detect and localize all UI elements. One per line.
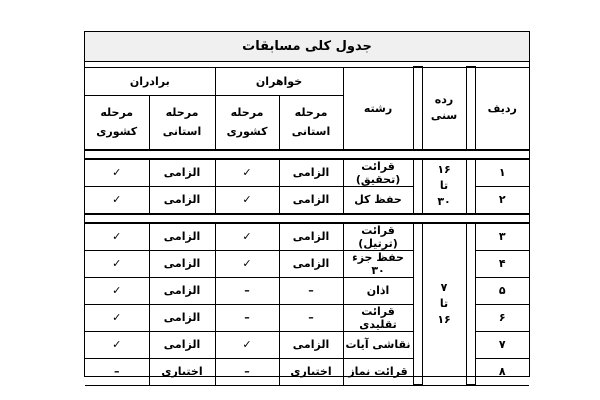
age-group-line: ۱۶ [437,313,451,326]
row-number: ۸ [475,358,529,385]
sisters-provincial-cell: الزامی [279,159,343,187]
age-group-line: تا [439,297,449,310]
sisters-provincial-cell: الزامی [279,250,343,277]
field-cell: حفظ کل [343,186,413,214]
header-age-group [422,67,466,150]
brothers-national-cell: ✓ [85,331,149,358]
age-group-line: ۱۶ [437,163,451,176]
brothers-provincial-cell: الزامی [149,159,215,187]
sisters-provincial-cell: الزامی [279,331,343,358]
field-cell: قرائت نماز [343,358,413,385]
sisters-national-cell: – [215,277,279,304]
field-cell: نقاشی آیات [343,331,413,358]
field-cell: قرائت (ترتیل) [343,223,413,251]
sisters-provincial-cell: الزامی [279,186,343,214]
row-number: ۵ [475,277,529,304]
sisters-national-cell: ✓ [215,223,279,251]
sisters-national-cell: ✓ [215,159,279,187]
row-number: ۴ [475,250,529,277]
brothers-provincial-cell: الزامی [149,277,215,304]
header-brothers: برادران [85,67,215,95]
brothers-national-cell: ✓ [85,277,149,304]
header-sisters-national [215,95,279,150]
header-sisters: خواهران [215,67,343,95]
row-number: ۲ [475,186,529,214]
header-line: کشوری [226,125,268,138]
field-cell: حفظ جزء ۳۰ [343,250,413,277]
header-age-group-line: سنی [430,109,458,122]
row-number: ۱ [475,159,529,187]
header-brothers-provincial [149,95,215,150]
competition-table-document [84,31,530,377]
header-line: مرحله [230,106,264,119]
header-line: مرحله [294,106,328,119]
sisters-national-cell: ✓ [215,331,279,358]
header-line: استانی [162,125,202,138]
header-brothers-national [85,95,149,150]
brothers-national-cell: ✓ [85,186,149,214]
header-row-number: ردیف [475,67,529,150]
spacer-row [85,214,529,223]
table-row [85,223,529,251]
row-number: ۶ [475,304,529,331]
brothers-provincial-cell: الزامی [149,331,215,358]
row-number: ۳ [475,223,529,251]
spacer-row [85,150,529,159]
brothers-national-cell: – [85,358,149,385]
field-cell: قرائت (تحقیق) [343,159,413,187]
age-group-line: تا [439,179,449,192]
field-cell: قرائت تقلیدی [343,304,413,331]
sisters-national-cell: – [215,358,279,385]
brothers-national-cell: ✓ [85,159,149,187]
header-line: کشوری [96,125,138,138]
sisters-provincial-cell: – [279,277,343,304]
brothers-provincial-cell: الزامی [149,186,215,214]
competitions-table [85,66,529,386]
sisters-national-cell: – [215,304,279,331]
table-row [85,159,529,187]
header-line: استانی [291,125,331,138]
header-row-1 [85,67,529,95]
table-title-text: جدول کلی مسابقات [242,39,372,54]
age-group-line: ۷ [440,281,448,294]
brothers-provincial-cell: الزامی [149,223,215,251]
header-line: مرحله [100,106,134,119]
field-cell: اذان [343,277,413,304]
brothers-provincial-cell: الزامی [149,250,215,277]
brothers-provincial-cell: اختیاری [149,358,215,385]
table-title [85,32,529,62]
header-sisters-provincial [279,95,343,150]
age-group-cell [422,223,466,386]
brothers-national-cell: ✓ [85,223,149,251]
age-group-line: ۳۰ [437,195,451,208]
header-line: مرحله [165,106,199,119]
row-number: ۷ [475,331,529,358]
header-age-group-line: رده [434,93,454,106]
sisters-provincial-cell: الزامی [279,223,343,251]
brothers-national-cell: ✓ [85,304,149,331]
sisters-provincial-cell: – [279,304,343,331]
age-group-cell [422,159,466,214]
sisters-national-cell: ✓ [215,250,279,277]
brothers-provincial-cell: الزامی [149,304,215,331]
header-field: رشته [343,67,413,150]
sisters-provincial-cell: اختیاری [279,358,343,385]
column-gap [466,67,475,150]
column-gap [413,67,422,150]
brothers-national-cell: ✓ [85,250,149,277]
sisters-national-cell: ✓ [215,186,279,214]
